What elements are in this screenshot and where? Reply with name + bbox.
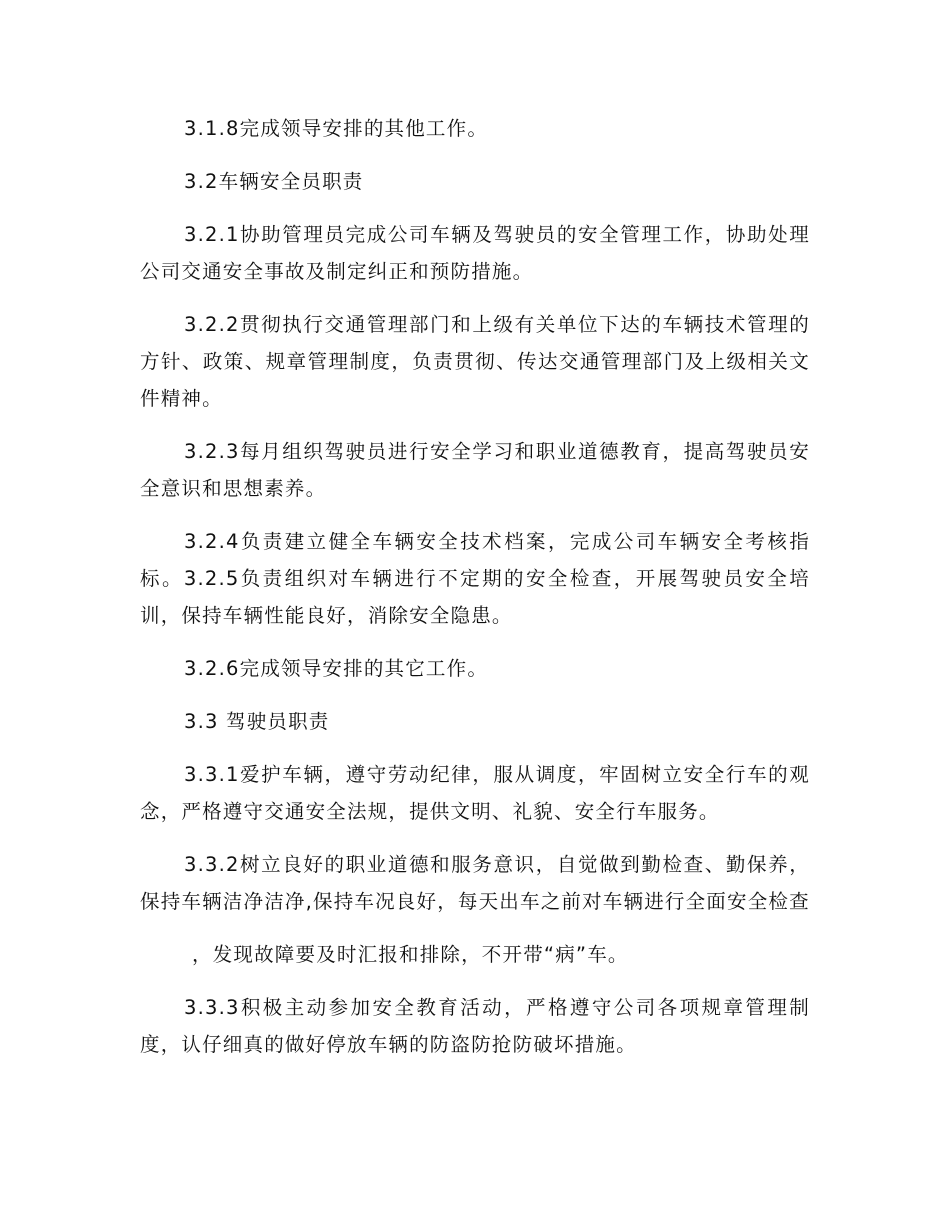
paragraph-3-2-1: 3.2.1协助管理员完成公司车辆及驾驶员的安全管理工作，协助处理公司交通安全事故及制定纠正和预防措施。 — [140, 223, 810, 283]
paragraph-3-2-2: 3.2.2贯彻执行交通管理部门和上级有关单位下达的车辆技术管理的方针、政策、规章管理制度，负责贯彻、传达交通管理部门及上级相关文件精神。 — [140, 313, 810, 410]
paragraph-3-3-2-continuation: ，发现故障要及时汇报和排除，不开带“病”车。 — [192, 943, 629, 966]
paragraph-3-2-6: 3.2.6完成领导安排的其它工作。 — [184, 657, 489, 680]
section-heading-3-3: 3.3 驾驶员职责 — [184, 710, 330, 733]
paragraph-3-3-1: 3.3.1爱护车辆，遵守劳动纪律，服从调度，牢固树立安全行车的观念，严格遵守交通安全法规，提供文明、礼貌、安全行车服务。 — [140, 763, 810, 823]
section-heading-3-2: 3.2车辆安全员职责 — [184, 170, 364, 193]
document-body — [140, 110, 810, 1079]
paragraph-3-1-8: 3.1.8完成领导安排的其他工作。 — [184, 117, 489, 140]
paragraph-3-3-3: 3.3.3积极主动参加安全教育活动，严格遵守公司各项规章管理制度，认仔细真的做好停放车辆的防盗防抢防破坏措施。 — [140, 996, 810, 1056]
paragraph-3-2-4: 3.2.4负责建立健全车辆安全技术档案，完成公司车辆安全考核指标。3.2.5负责组织对车辆进行不定期的安全检查，开展驾驶员安全培训，保持车辆性能良好，消除安全隐患。 — [140, 530, 810, 627]
paragraph-3-3-2: 3.3.2树立良好的职业道德和服务意识，自觉做到勤检查、勤保养，保持车辆洁净洁净,保持车况良好，每天出车之前对车辆进行全面安全检查 — [140, 853, 810, 913]
paragraph-3-2-3: 3.2.3每月组织驾驶员进行安全学习和职业道德教育，提高驾驶员安全意识和思想素养。 — [140, 440, 810, 500]
